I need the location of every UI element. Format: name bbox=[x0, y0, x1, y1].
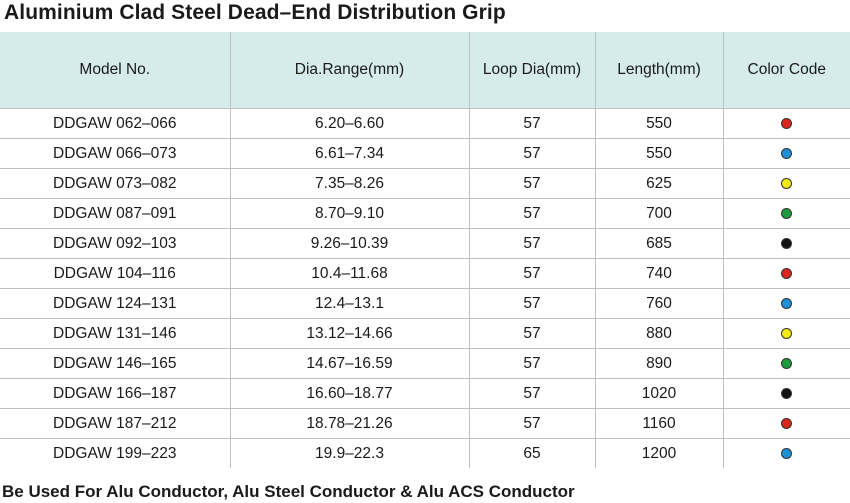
table-row bbox=[0, 259, 850, 289]
length-cell: 740 bbox=[595, 259, 723, 289]
length-cell: 1200 bbox=[595, 439, 723, 469]
model-cell: DDGAW 062–066 bbox=[0, 109, 230, 139]
model-cell: DDGAW 166–187 bbox=[0, 379, 230, 409]
header-length: Length(mm) bbox=[595, 32, 723, 109]
dia-range-cell: 14.67–16.59 bbox=[230, 349, 469, 379]
loop-dia-cell: 57 bbox=[469, 409, 595, 439]
color-dot-blue bbox=[781, 298, 792, 309]
color-code-cell bbox=[723, 289, 850, 319]
loop-dia-cell: 57 bbox=[469, 199, 595, 229]
header-color-code: Color Code bbox=[723, 32, 850, 109]
color-dot-green bbox=[781, 358, 792, 369]
table-row bbox=[0, 229, 850, 259]
table-row bbox=[0, 289, 850, 319]
length-cell: 550 bbox=[595, 109, 723, 139]
dia-range-cell: 8.70–9.10 bbox=[230, 199, 469, 229]
color-code-cell bbox=[723, 379, 850, 409]
header-model-no: Model No. bbox=[0, 32, 230, 109]
color-code-cell bbox=[723, 199, 850, 229]
length-cell: 550 bbox=[595, 139, 723, 169]
dia-range-cell: 19.9–22.3 bbox=[230, 439, 469, 469]
model-cell: DDGAW 124–131 bbox=[0, 289, 230, 319]
length-cell: 1020 bbox=[595, 379, 723, 409]
color-code-cell bbox=[723, 169, 850, 199]
table-header-row bbox=[0, 32, 850, 109]
color-code-cell bbox=[723, 409, 850, 439]
model-cell: DDGAW 087–091 bbox=[0, 199, 230, 229]
dia-range-cell: 6.61–7.34 bbox=[230, 139, 469, 169]
length-cell: 625 bbox=[595, 169, 723, 199]
model-cell: DDGAW 066–073 bbox=[0, 139, 230, 169]
dia-range-cell: 16.60–18.77 bbox=[230, 379, 469, 409]
length-cell: 1160 bbox=[595, 409, 723, 439]
dia-range-cell: 6.20–6.60 bbox=[230, 109, 469, 139]
loop-dia-cell: 57 bbox=[469, 229, 595, 259]
color-code-cell bbox=[723, 259, 850, 289]
color-dot-yellow bbox=[781, 328, 792, 339]
table-row bbox=[0, 379, 850, 409]
loop-dia-cell: 57 bbox=[469, 139, 595, 169]
length-cell: 700 bbox=[595, 199, 723, 229]
loop-dia-cell: 57 bbox=[469, 289, 595, 319]
model-cell: DDGAW 187–212 bbox=[0, 409, 230, 439]
dia-range-cell: 9.26–10.39 bbox=[230, 229, 469, 259]
color-code-cell bbox=[723, 349, 850, 379]
footer-note: Be Used For Alu Conductor, Alu Steel Conductor & Alu ACS Conductor bbox=[2, 482, 575, 501]
table-row bbox=[0, 139, 850, 169]
length-cell: 760 bbox=[595, 289, 723, 319]
loop-dia-cell: 57 bbox=[469, 259, 595, 289]
dia-range-cell: 12.4–13.1 bbox=[230, 289, 469, 319]
color-dot-green bbox=[781, 208, 792, 219]
page-title: Aluminium Clad Steel Dead–End Distribution Grip bbox=[4, 1, 506, 24]
table-row bbox=[0, 439, 850, 469]
loop-dia-cell: 57 bbox=[469, 349, 595, 379]
table-row bbox=[0, 109, 850, 139]
model-cell: DDGAW 199–223 bbox=[0, 439, 230, 469]
header-dia-range: Dia.Range(mm) bbox=[230, 32, 469, 109]
model-cell: DDGAW 092–103 bbox=[0, 229, 230, 259]
color-dot-black bbox=[781, 388, 792, 399]
color-code-cell bbox=[723, 109, 850, 139]
color-code-cell bbox=[723, 319, 850, 349]
color-code-cell bbox=[723, 229, 850, 259]
dia-range-cell: 13.12–14.66 bbox=[230, 319, 469, 349]
model-cell: DDGAW 146–165 bbox=[0, 349, 230, 379]
header-loop-dia: Loop Dia(mm) bbox=[469, 32, 595, 109]
color-dot-red bbox=[781, 268, 792, 279]
table-row bbox=[0, 199, 850, 229]
dia-range-cell: 10.4–11.68 bbox=[230, 259, 469, 289]
length-cell: 880 bbox=[595, 319, 723, 349]
model-cell: DDGAW 104–116 bbox=[0, 259, 230, 289]
dia-range-cell: 7.35–8.26 bbox=[230, 169, 469, 199]
loop-dia-cell: 57 bbox=[469, 319, 595, 349]
loop-dia-cell: 57 bbox=[469, 109, 595, 139]
table-row bbox=[0, 319, 850, 349]
loop-dia-cell: 57 bbox=[469, 169, 595, 199]
model-cell: DDGAW 131–146 bbox=[0, 319, 230, 349]
loop-dia-cell: 57 bbox=[469, 379, 595, 409]
table-row bbox=[0, 409, 850, 439]
dia-range-cell: 18.78–21.26 bbox=[230, 409, 469, 439]
color-dot-red bbox=[781, 118, 792, 129]
color-dot-black bbox=[781, 238, 792, 249]
color-dot-yellow bbox=[781, 178, 792, 189]
length-cell: 890 bbox=[595, 349, 723, 379]
color-dot-blue bbox=[781, 148, 792, 159]
color-code-cell bbox=[723, 439, 850, 469]
product-table bbox=[0, 32, 850, 468]
color-dot-red bbox=[781, 418, 792, 429]
color-dot-blue bbox=[781, 448, 792, 459]
length-cell: 685 bbox=[595, 229, 723, 259]
color-code-cell bbox=[723, 139, 850, 169]
table-row bbox=[0, 169, 850, 199]
model-cell: DDGAW 073–082 bbox=[0, 169, 230, 199]
table-row bbox=[0, 349, 850, 379]
loop-dia-cell: 65 bbox=[469, 439, 595, 469]
